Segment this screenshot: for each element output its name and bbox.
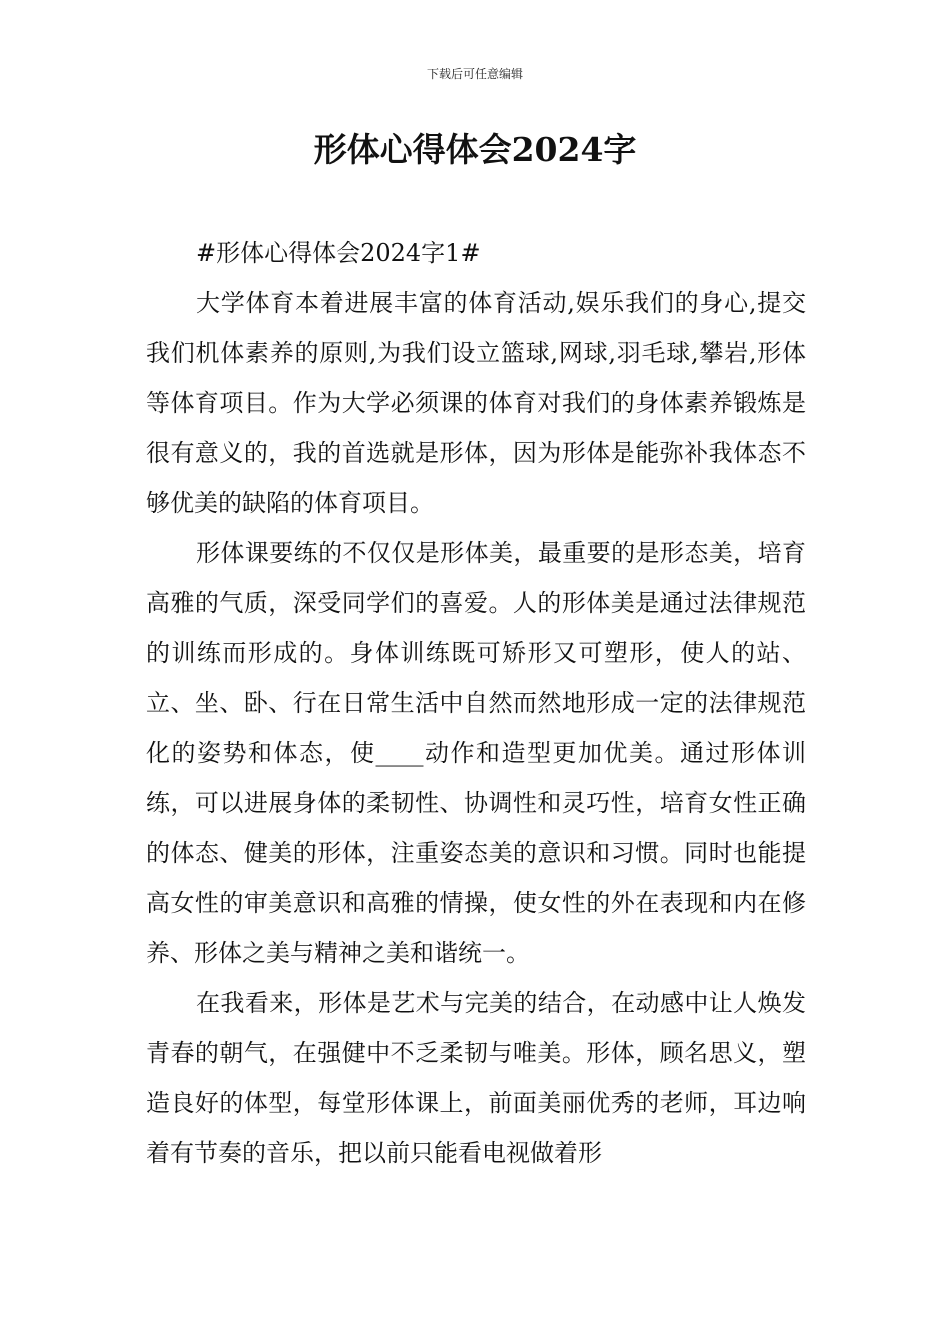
header-note: 下载后可任意编辑 xyxy=(426,67,523,81)
paragraph-3: 在我看来，形体是艺术与完美的结合，在动感中让人焕发青春的朝气，在强健中不乏柔韧与唯美。形体，顾名思义，塑造良好的体型，每堂形体课上，前面美丽优秀的老师，耳边响着有节奏的音乐，把以前只能看电视做着形 xyxy=(146,989,806,1167)
document-body xyxy=(146,228,806,1178)
section-heading: #形体心得体会2024字1# xyxy=(196,239,481,267)
paragraph-1: 大学体育本着进展丰富的体育活动,娱乐我们的身心,提交我们机体素养的原则,为我们设立篮球,网球,羽毛球,攀岩,形体等体育项目。作为大学必须课的体育对我们的身体素养锻炼是很有意义的，我的首选就是形体，因为形体是能弥补我体态不够优美的缺陷的体育项目。 xyxy=(146,289,806,517)
paragraph-2: 形体课要练的不仅仅是形体美，最重要的是形态美，培育高雅的气质，深受同学们的喜爱。人的形体美是通过法律规范的训练而形成的。身体训练既可矫形又可塑形，使人的站、立、坐、卧、行在日常生活中自然而然地形成一定的法律规范化的姿势和体态，使____动作和造型更加优美。通过形体训练，可以进展身体的柔韧性、协调性和灵巧性，培育女性正确的体态、健美的形体，注重姿态美的意识和习惯。同时也能提高女性的审美意识和高雅的情操，使女性的外在表现和内在修养、形体之美与精神之美和谐统一。 xyxy=(146,539,806,967)
document-title: 形体心得体会2024字 xyxy=(313,130,637,169)
